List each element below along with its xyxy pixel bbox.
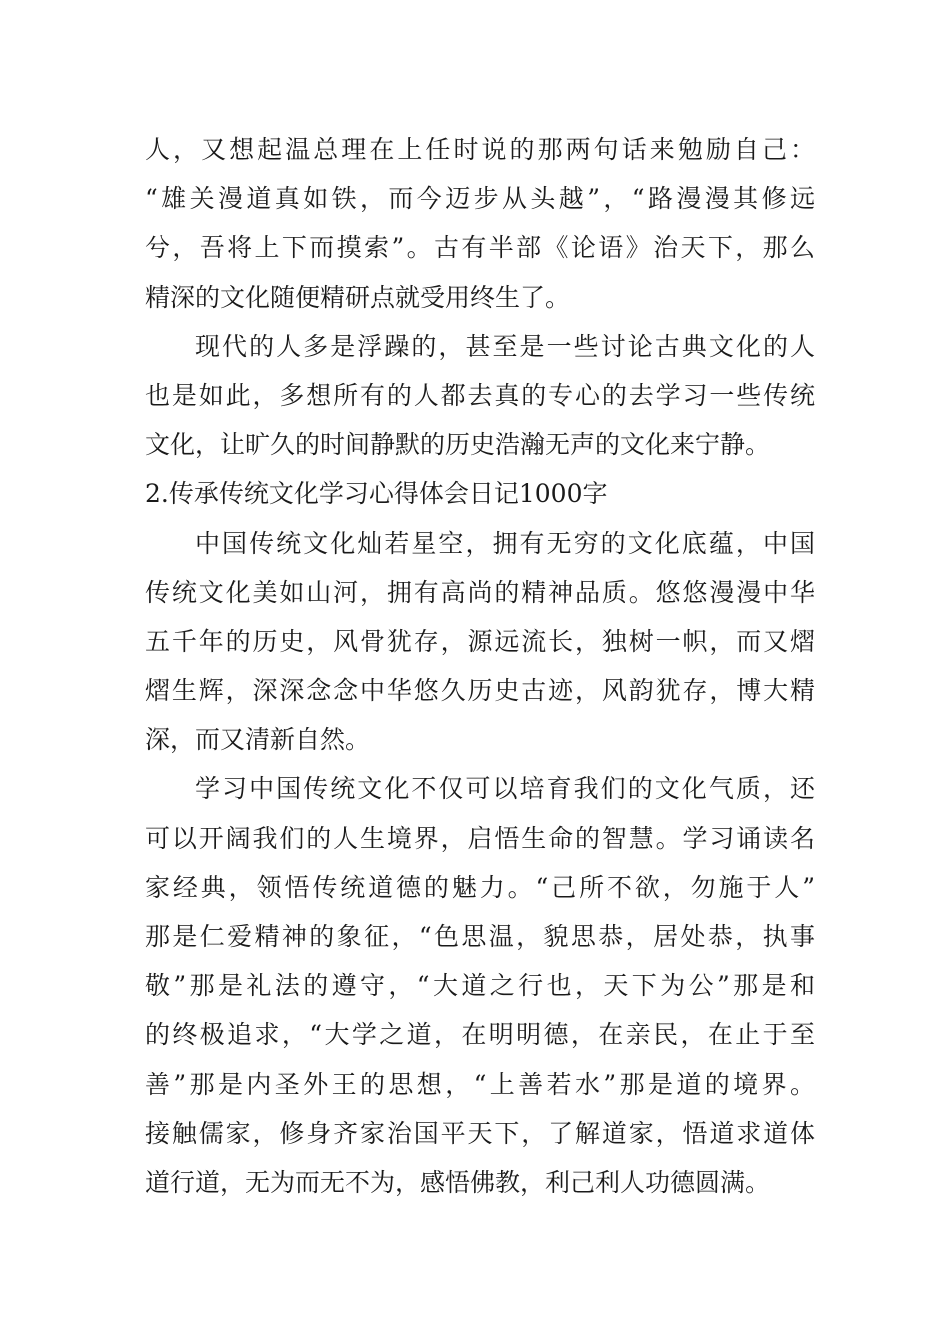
text-line: 也是如此，多想所有的人都去真的专心的去学习一些传统 — [145, 380, 815, 410]
text-line: 人，又想起温总理在上任时说的那两句话来勉励自己： — [145, 135, 815, 164]
text-line: 文化，让旷久的时间静默的历史浩瀚无声的文化来宁静。 — [145, 430, 771, 460]
section-heading — [145, 469, 815, 518]
text-line: 接触儒家，修身齐家治国平天下，了解道家，悟道求道体 — [145, 1118, 815, 1148]
text-line: 传统文化美如山河，拥有高尚的精神品质。悠悠漫漫中华 — [145, 577, 815, 607]
text-line: 中国传统文化灿若星空，拥有无穷的文化底蕴，中国 — [195, 528, 815, 558]
text-line: 现代的人多是浮躁的，甚至是一些讨论古典文化的人 — [195, 331, 815, 361]
text-line: 家经典，领悟传统道德的魅力。“己所不欲，勿施于人” — [145, 872, 815, 902]
paragraph — [145, 125, 815, 322]
paragraph — [145, 322, 815, 470]
text-line: 熠生辉，深深念念中华悠久历史古迹，风韵犹存，博大精 — [145, 676, 815, 706]
text-line: 那是仁爱精神的象征，“色思温，貌思恭，居处恭，执事 — [145, 922, 815, 951]
text-line: 学习中国传统文化不仅可以培育我们的文化气质，还 — [195, 774, 815, 804]
text-line: 善”那是内圣外王的思想，“上善若水”那是道的境界。 — [145, 1069, 815, 1099]
document-body — [145, 125, 815, 1207]
text-line: 精深的文化随便精研点就受用终生了。 — [145, 282, 571, 312]
text-line: 的终极追求，“大学之道，在明明德，在亲民，在止于至 — [145, 1020, 815, 1050]
heading-text: 2.传承传统文化学习心得体会日记1000字 — [145, 479, 608, 509]
text-line: 五千年的历史，风骨犹存，源远流长，独树一帜，而又熠 — [145, 626, 815, 656]
text-line: 深，而又清新自然。 — [145, 725, 371, 755]
text-line: 道行道，无为而无不为，感悟佛教，利己利人功德圆满。 — [145, 1167, 771, 1197]
text-line: 可以开阔我们的人生境界，启悟生命的智慧。学习诵读名 — [145, 823, 815, 853]
paragraph — [145, 764, 815, 1207]
text-line: 兮，吾将上下而摸索”。古有半部《论语》治天下，那么 — [145, 233, 815, 263]
text-line: “雄关漫道真如铁，而今迈步从头越”，“路漫漫其修远 — [145, 184, 815, 214]
paragraph — [145, 519, 815, 765]
text-line: 敬”那是礼法的遵守，“大道之行也，天下为公”那是和 — [145, 971, 815, 1001]
